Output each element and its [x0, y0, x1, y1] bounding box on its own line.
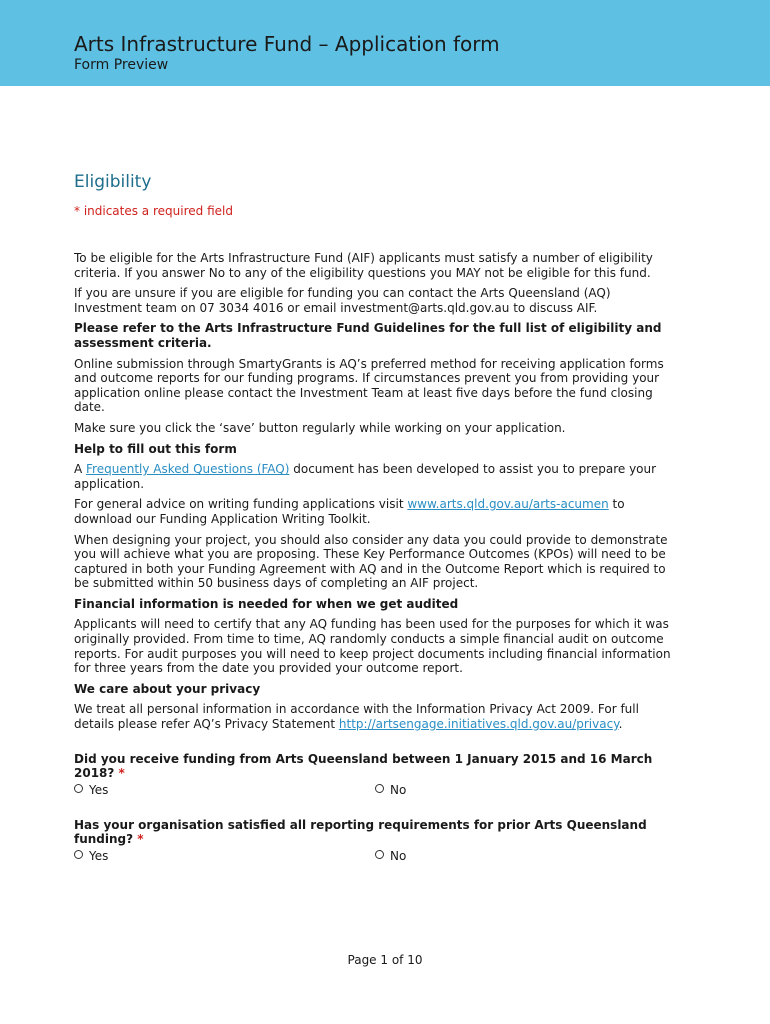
reporting-no-radio[interactable] — [375, 848, 406, 864]
prior-funding-options — [74, 782, 680, 798]
financial-paragraph: Applicants will need to certify that any AQ funding has been used for the purposes for which it was originally provided. From time to time, AQ randomly conducts a simple financial audit on outcome reports. For audit purposes you will need to keep project documents including financial information for three years from the date you provided your outcome report. — [74, 617, 671, 676]
radio-label: Yes — [89, 849, 109, 863]
privacy-paragraph — [74, 702, 680, 731]
question-reporting-requirements — [74, 818, 680, 847]
faq-text-post: document has been developed to assist you to prepare your application. — [74, 462, 657, 491]
guidelines-note: Please refer to the Arts Infrastructure Fund Guidelines for the full list of eligibility and assessment criteria. — [74, 321, 662, 350]
reporting-requirements-options — [74, 848, 680, 864]
page-number: Page 1 of 10 — [347, 953, 423, 967]
prior-funding-no-radio[interactable] — [375, 782, 406, 798]
form-subtitle: Form Preview — [74, 57, 169, 73]
radio-label: No — [390, 849, 407, 863]
arts-acumen-link[interactable]: www.arts.qld.gov.au/arts-acumen — [407, 497, 609, 512]
radio-circle-icon — [74, 850, 83, 859]
radio-label: No — [390, 782, 407, 797]
required-field-note: * indicates a required field — [74, 204, 233, 218]
privacy-text-pre: We treat all personal information in accordance with the Information Privacy Act 2009. For full details please refer AQ’s Privacy Statement — [74, 702, 639, 732]
privacy-text-post: . — [618, 717, 623, 732]
radio-circle-icon — [74, 784, 83, 793]
contact-info: If you are unsure if you are eligible for funding you can contact the Arts Queensland (AQ) Investment team on 07 3034 4016 or email investment@arts.qld.gov.au to discuss AIF. — [74, 286, 611, 315]
radio-label: Yes — [89, 782, 109, 797]
financial-heading: Financial information is needed for when we get audited — [74, 596, 459, 611]
online-submission-info: Online submission through SmartyGrants is AQ’s preferred method for receiving application forms and outcome reports for our funding programs. If circumstances prevent you from providing your application online please contact the Investment Team at least five days before the fund closing date. — [74, 356, 664, 415]
form-content — [74, 170, 680, 864]
privacy-link[interactable]: http://artsengage.initiatives.qld.gov.au/privacy — [338, 717, 619, 732]
advice-text-post: to download our Funding Application Writing Toolkit. — [74, 497, 625, 526]
advice-paragraph — [74, 497, 680, 526]
radio-circle-icon — [375, 850, 384, 859]
section-title: Eligibility — [74, 172, 152, 192]
question-prior-funding — [74, 752, 680, 781]
kpo-paragraph: When designing your project, you should also consider any data you could provide to demonstrate you will achieve what you are proposing. These Key Performance Outcomes (KPOs) will need to be captured in both your Funding Agreement with AQ and in the Outcome Report which is required to be submitted within 50 business days of completing an AIF project. — [74, 532, 668, 591]
privacy-heading: We care about your privacy — [74, 681, 261, 696]
faq-text-pre: A — [74, 462, 87, 477]
page-header — [0, 0, 770, 86]
required-marker: * — [137, 832, 144, 847]
radio-circle-icon — [375, 784, 384, 793]
form-title: Arts Infrastructure Fund – Application form — [74, 32, 500, 56]
help-heading: Help to fill out this form — [74, 441, 237, 456]
reporting-yes-radio[interactable] — [74, 848, 108, 864]
advice-text-pre: For general advice on writing funding applications visit — [74, 497, 408, 512]
faq-link[interactable]: Frequently Asked Questions (FAQ) — [86, 462, 290, 477]
save-reminder: Make sure you click the ‘save’ button regularly while working on your application. — [74, 420, 566, 435]
prior-funding-yes-radio[interactable] — [74, 782, 108, 798]
question-text: Did you receive funding from Arts Queensland between 1 January 2015 and 16 March 2018? — [74, 751, 653, 781]
faq-paragraph — [74, 462, 680, 491]
required-marker: * — [118, 766, 125, 781]
eligibility-intro: To be eligible for the Arts Infrastructure Fund (AIF) applicants must satisfy a number of eligibility criteria. If you answer No to any of the eligibility questions you MAY not be eligible for this fund. — [74, 251, 653, 280]
question-text: Has your organisation satisfied all reporting requirements for prior Arts Queensland funding? — [74, 817, 647, 847]
